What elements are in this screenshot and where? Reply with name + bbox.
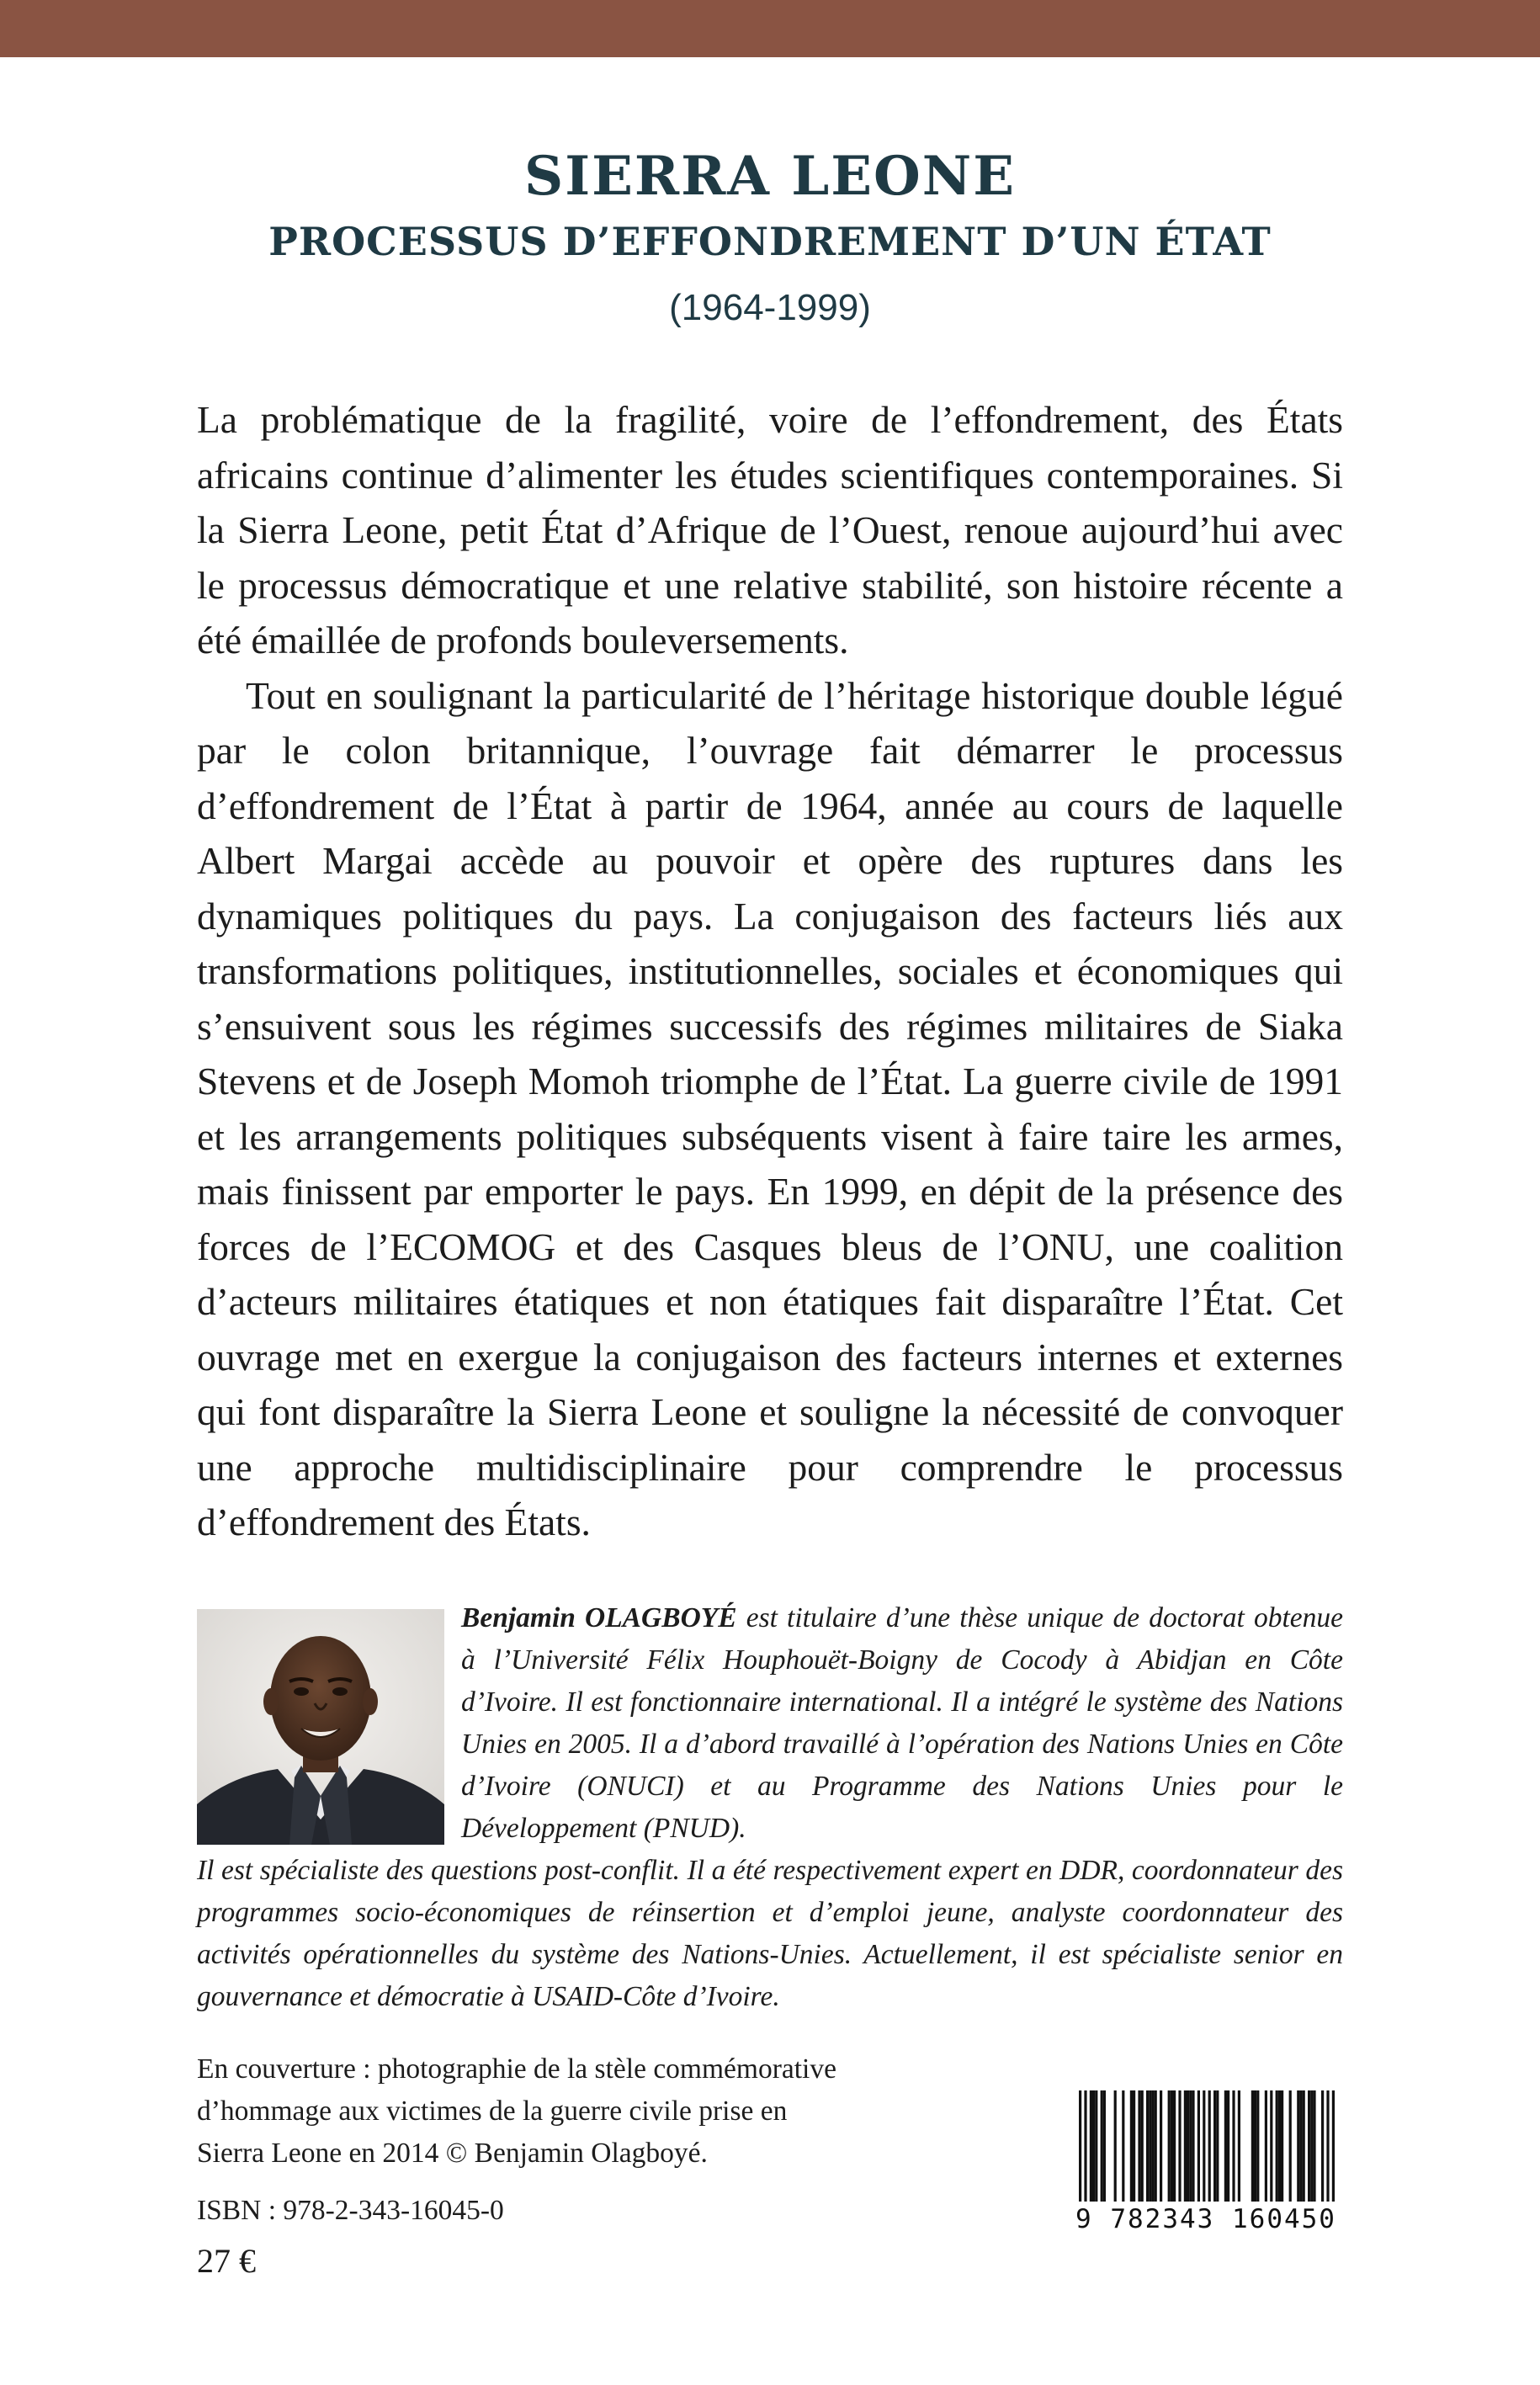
barcode-bar xyxy=(1187,2090,1189,2202)
barcode-bar xyxy=(1095,2090,1097,2202)
price: 27 € xyxy=(197,2242,256,2280)
barcode-bar xyxy=(1224,2090,1227,2202)
barcode-bar xyxy=(1122,2090,1124,2202)
barcode-bar xyxy=(1149,2090,1151,2202)
barcode-bar xyxy=(1308,2090,1310,2202)
barcode-bar xyxy=(1251,2090,1254,2202)
barcode-bar xyxy=(1197,2090,1200,2202)
barcode-bar xyxy=(1281,2090,1283,2202)
isbn: ISBN : 978-2-343-16045-0 xyxy=(197,2195,504,2226)
barcode-bar xyxy=(1189,2090,1192,2202)
barcode-bar xyxy=(1103,2090,1106,2202)
barcode-bar xyxy=(1321,2090,1324,2202)
barcode-bar xyxy=(1192,2090,1194,2202)
barcode-bar xyxy=(1289,2090,1292,2202)
barcode-bar xyxy=(1133,2090,1135,2202)
barcode-bar xyxy=(1299,2090,1302,2202)
book-subtitle: PROCESSUS D’EFFONDREMENT D’UN ÉTAT xyxy=(268,219,1272,264)
barcode-bar xyxy=(1332,2090,1335,2215)
barcode-bar xyxy=(1238,2090,1240,2202)
barcode-icon xyxy=(1067,2090,1345,2276)
barcode-bar xyxy=(1130,2090,1133,2202)
barcode-bar xyxy=(1146,2090,1149,2202)
author-portrait-icon xyxy=(197,1609,444,1845)
barcode-bar xyxy=(1155,2090,1157,2202)
barcode-bar xyxy=(1171,2090,1173,2202)
barcode-bar xyxy=(1270,2090,1272,2202)
barcode-bar xyxy=(1297,2090,1299,2202)
title-block xyxy=(0,143,1540,333)
barcode-bar xyxy=(1114,2090,1117,2202)
cover-photo-credit: En couverture : photographie de la stèle commémorative d’hommage aux victimes de la guerre civile prise en Sierra Leone en 2014 © Benjamin Olagboyé. xyxy=(197,2053,836,2169)
barcode-bar xyxy=(1232,2090,1235,2202)
barcode-bar xyxy=(1138,2090,1140,2202)
author-photo xyxy=(197,1609,444,1845)
barcode-bar xyxy=(1216,2090,1219,2202)
author-name: Benjamin OLAGBOYÉ xyxy=(461,1602,737,1633)
book-summary xyxy=(197,392,1343,1550)
barcode-bar xyxy=(1278,2090,1281,2202)
summary-paragraph-1: La problématique de la fragilité, voire de l’effondrement, des États africains continue d’alimenter les études scientifiques contemporaines. Si la Sierra Leone, petit État d’Afrique de l’Ouest, renoue aujourd’hui avec le processus démocratique et une relative stabilité, son histoire récente a été émaillée de profonds bouleversements. xyxy=(197,398,1343,661)
barcode-bar xyxy=(1256,2090,1259,2202)
barcode-digits: 9 782343 160450 xyxy=(1067,2202,1345,2237)
barcode-bar xyxy=(1168,2090,1171,2202)
barcode-bar xyxy=(1326,2090,1329,2215)
barcode-bar xyxy=(1276,2090,1278,2202)
barcode-bar xyxy=(1178,2090,1181,2202)
barcode-bar xyxy=(1141,2090,1144,2202)
barcode-bar xyxy=(1160,2090,1162,2202)
barcode-bar xyxy=(1084,2090,1086,2215)
barcode-bar xyxy=(1079,2090,1081,2215)
author-bio-continued: Il est spécialiste des questions post-conflit. Il a été respectivement expert en DDR, coordonnateur des programmes socio-économiques de réinsertion et d’emploi jeune, analyste coordonnateur des activités opérationnelles du système des Nations-Unies. Actuellement, il est spécialiste senior en gouvernance et démocratie à USAID-Côte d’Ivoire. xyxy=(197,1855,1343,2012)
barcode-bar xyxy=(1254,2090,1256,2202)
barcode-bar xyxy=(1313,2090,1315,2202)
barcode-bar xyxy=(1227,2090,1229,2202)
barcode-bar xyxy=(1208,2090,1211,2215)
summary-paragraph-2: Tout en soulignant la particularité de l’héritage historique double légué par le colon britannique, l’ouvrage fait démarrer le processus d’effondrement de l’État à partir de 1964, année au cours de laquelle Albert Margai accède au pouvoir et opère des ruptures dans les dynamiques politiques du pays. La conjugaison des facteurs liés aux transformations politiques, institutionnelles, sociales et économiques qui s’ensuivent sous les régimes successifs des régimes militaires de Siaka Stevens et de Joseph Momoh triomphe de l’État. La guerre civile de 1991 et les arrangements politiques subséquents visent à faire taire les armes, mais finissent par emporter le pays. En 1999, en dépit de la présence des forces de l’ECOMOG et des Casques bleus de l’ONU, une coalition d’acteurs militaires étatiques et non étatiques fait disparaître l’État. Cet ouvrage met en exergue la conjugaison des facteurs internes et externes qui font disparaître la Sierra Leone et souligne la nécessité de convoquer une approche multidisciplinaire pour comprendre le processus d’effondrement des États. xyxy=(197,673,1343,1543)
book-title: SIERRA LEONE xyxy=(523,145,1017,208)
barcode-bar xyxy=(1310,2090,1313,2202)
barcode-bar xyxy=(1184,2090,1187,2202)
barcode-bar xyxy=(1092,2090,1095,2202)
barcode-bar xyxy=(1265,2090,1267,2202)
book-years: (1964-1999) xyxy=(669,287,871,328)
barcode-bar xyxy=(1101,2090,1103,2202)
barcode-bar xyxy=(1213,2090,1216,2202)
barcode-bar xyxy=(1173,2090,1176,2202)
barcode-bar xyxy=(1090,2090,1092,2202)
top-color-band xyxy=(0,0,1540,57)
author-bio-intro xyxy=(461,1597,1343,1850)
barcode-bar xyxy=(1151,2090,1154,2202)
barcode-bar xyxy=(1203,2090,1205,2215)
barcode-bar xyxy=(1303,2090,1305,2202)
author-bio-text: est titulaire d’une thèse unique de doctorat obtenue à l’Université Félix Houphouët-Boigny de Cocody à Abidjan en Côte d’Ivoire. Il est fonctionnaire international. Il a intégré le système des Nations Unies en 2005. Il a d’abord travaillé à l’opération des Nations Unies en Côte d’Ivoire (ONUCI) et au Programme des Nations Unies pour le Développement (PNUD). xyxy=(461,1602,1343,1844)
